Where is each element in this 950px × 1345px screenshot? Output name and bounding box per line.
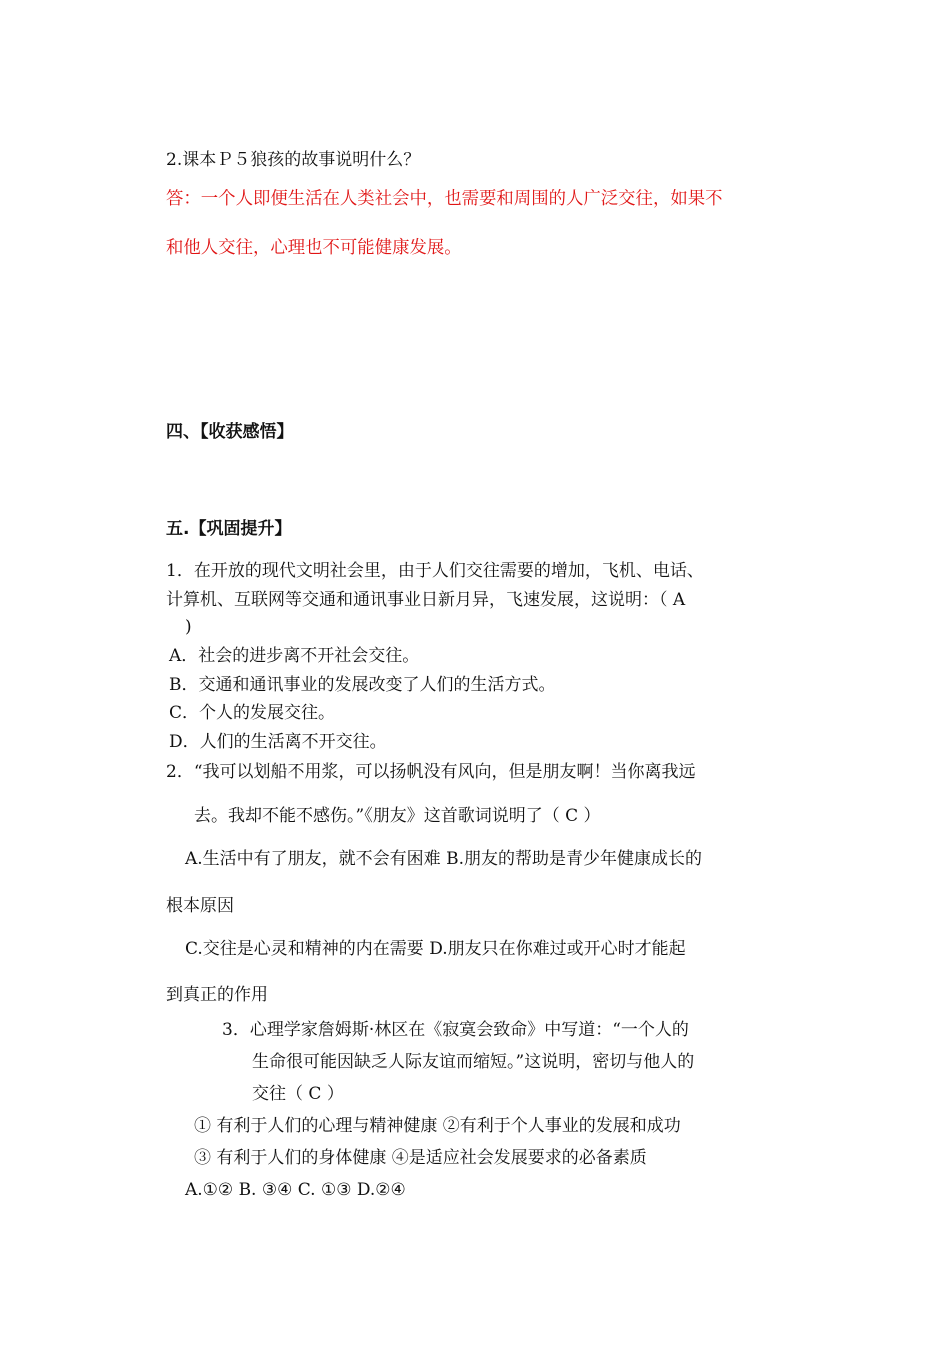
item2-line2: 去。我却不能不感伤。”《朋友》这首歌词说明了（ C ） [194,806,601,826]
item2-options-cd: C.交往是心灵和精神的内在需要 D.朋友只在你难过或开心时才能起 [185,939,686,959]
item1-line3: ) [185,617,192,637]
item1-line1: 1．在开放的现代文明社会里，由于人们交往需要的增加，飞机、电话、 [166,561,704,581]
section5-title: 五.【巩固提升】 [166,519,292,539]
item3-line2: 生命很可能因缺乏人际友谊而缩短。”这说明，密切与他人的 [252,1052,695,1072]
item2-options-ab: A.生活中有了朋友，就不会有困难 B.朋友的帮助是青少年健康成长的 [185,849,702,869]
q2-answer-line2: 和他人交往，心理也不可能健康发展。 [166,238,462,258]
q2-question: 2.课本Ｐ５狼孩的故事说明什么？ [166,150,421,170]
item2-line1: 2．“我可以划船不用浆，可以扬帆没有风向，但是朋友啊！当你离我远 [166,762,696,782]
item1-option-a: A．社会的进步离不开社会交往。 [169,646,420,666]
section4-title: 四、【收获感悟】 [166,422,294,442]
item1-line2: 计算机、互联网等交通和通讯事业日新月异，飞速发展，这说明：（ A [166,590,686,610]
item3-statements-34: ③ 有利于人们的身体健康 ④是适应社会发展要求的必备素质 [194,1148,647,1168]
item2-options-cd-cont: 到真正的作用 [166,985,268,1005]
item3-line1: 3．心理学家詹姆斯·林区在《寂寞会致命》中写道：“一个人的 [222,1020,689,1040]
item1-option-d: D．人们的生活离不开交往。 [169,732,387,752]
item1-option-b: B．交通和通讯事业的发展改变了人们的生活方式。 [169,675,556,695]
item3-choices: A.①② B. ③④ C. ①③ D.②④ [185,1180,406,1200]
item3-statements-12: ① 有利于人们的心理与精神健康 ②有利于个人事业的发展和成功 [194,1116,681,1136]
q2-answer-line1: 答：一个人即便生活在人类社会中，也需要和周围的人广泛交往，如果不 [166,189,723,209]
item3-line3: 交往（ C ） [252,1084,344,1104]
item2-options-ab-cont: 根本原因 [166,896,234,916]
item1-option-c: C．个人的发展交往。 [169,703,336,723]
